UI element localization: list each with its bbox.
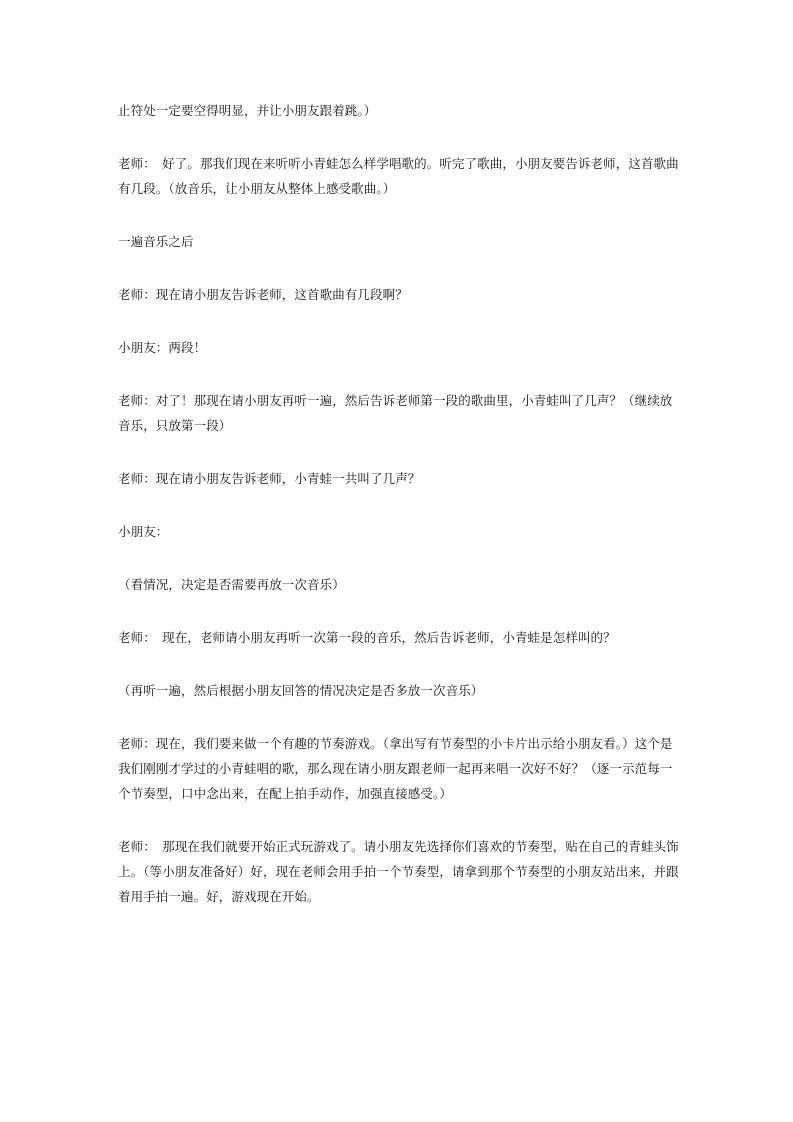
- paragraph-teacher-listen-again: 老师：对了！那现在请小朋友再听一遍，然后告诉老师第一段的歌曲里，小青蛙叫了几声？（继续放音乐，只放第一段）: [118, 393, 673, 433]
- paragraph-rest-note: 止符处一定要空得明显，并让小朋友跟着跳。）: [118, 103, 377, 118]
- paragraph-teacher-start-game: 老师： 那现在我们就要开始正式玩游戏了。请小朋友先选择你们喜欢的节奏型，贴在自己的青蛙头饰上。（等小朋友准备好）好，现在老师会用手拍一个节奏型，请拿到那个节奏型的小朋友站出来，并跟着用手拍一遍。好，游戏现在开始。: [118, 839, 679, 904]
- paragraph-teacher-listen-song: 老师： 好了。那我们现在来听听小青蛙怎么样学唱歌的。听完了歌曲，小朋友要告诉老师，这首歌曲有几段。（放音乐，让小朋友从整体上感受歌曲。）: [118, 156, 679, 196]
- paragraph-note-listen-again: （再听一遍，然后根据小朋友回答的情况决定是否多放一次音乐）: [118, 683, 484, 698]
- paragraph-teacher-ask-count: 老师：现在请小朋友告诉老师，小青蛙一共叫了几声？: [118, 471, 421, 486]
- paragraph-teacher-rhythm-game: 老师：现在，我们要来做一个有趣的节奏游戏。（拿出写有节奏型的小卡片出示给小朋友看。）这个是我们刚刚才学过的小青蛙唱的歌，那么现在请小朋友跟老师一起再来唱一次好不好？（逐一示范每一个节奏型，口中念出来，在配上拍手动作，加强直接感受。）: [118, 736, 673, 801]
- paragraph-child-answer-two: 小朋友：两段！: [118, 340, 207, 355]
- document-body: [118, 98, 683, 937]
- paragraph-teacher-ask-sections: 老师：现在请小朋友告诉老师，这首歌曲有几段啊？: [118, 287, 408, 302]
- paragraph-child-empty: 小朋友：: [118, 524, 169, 539]
- paragraph-teacher-how-call: 老师： 现在，老师请小朋友再听一次第一段的音乐，然后告诉老师，小青蛙是怎样叫的？: [118, 630, 616, 645]
- paragraph-after-music: 一遍音乐之后: [118, 234, 194, 249]
- paragraph-note-replay: （看情况，决定是否需要再放一次音乐）: [118, 577, 345, 592]
